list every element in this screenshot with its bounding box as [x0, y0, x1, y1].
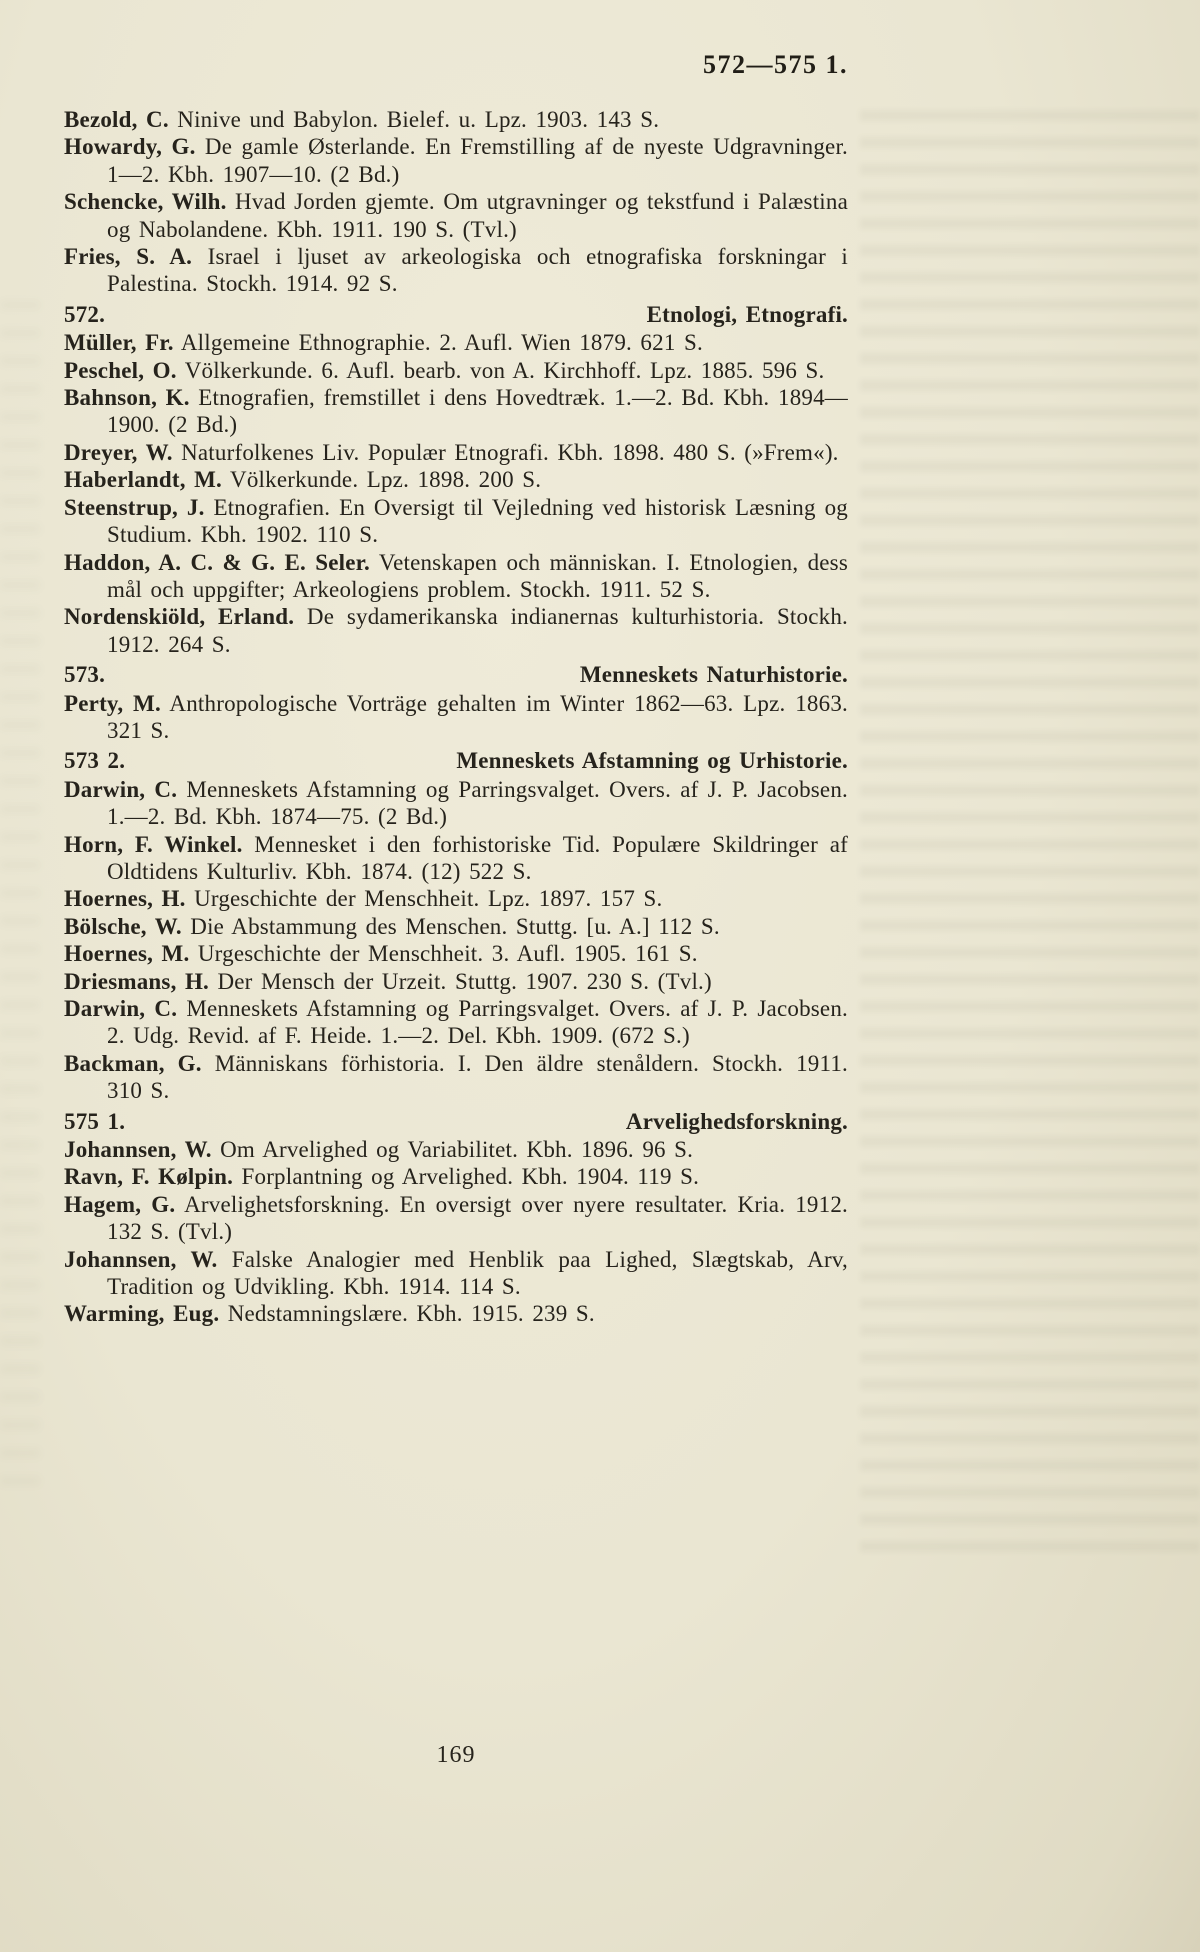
entry-author: Backman, G. [64, 1050, 202, 1076]
section-title: Menneskets Afstamning og Urhistorie. [456, 748, 848, 774]
bibliography-entry [64, 466, 848, 493]
entry-author: Bezold, C. [64, 107, 169, 132]
entry-text: Nedstamningslære. Kbh. 1915. 239 S. [227, 1301, 595, 1327]
bibliography-entry [64, 913, 848, 940]
entry-text: De sydamerikanska indianernas kulturhistoria. Stockh. 1912. 264 S. [107, 604, 848, 657]
entry-author: Darwin, C. [64, 776, 178, 802]
entry-author: Howardy, G. [64, 134, 196, 160]
section-number: 572. [64, 301, 106, 327]
section-number: 575 1. [64, 1108, 126, 1134]
entry-text: Allgemeine Ethnographie. 2. Aufl. Wien 1879. 621 S. [180, 330, 703, 356]
entry-author: Nordenskiöld, Erland. [64, 604, 295, 630]
entry-author: Horn, F. Winkel. [64, 831, 243, 857]
entry-author: Schencke, Wilh. [64, 189, 227, 215]
bibliography-entry [64, 439, 848, 466]
entry-text: Arvelighetsforskning. En oversigt over nyere resultater. Kria. 1912. 132 S. (Tvl.) [107, 1191, 848, 1245]
entry-text: Israel i ljuset av arkeologiska och etnografiska forskningar i Palestina. Stockh. 1914. 92 S. [107, 244, 849, 297]
page-number: 169 [436, 1742, 476, 1768]
bibliography-entry [64, 831, 848, 886]
bibliography-entry [64, 690, 848, 745]
entry-text: Völkerkunde. Lpz. 1898. 200 S. [230, 467, 542, 493]
page-bleedthrough-left [0, 300, 40, 1500]
entry-text: Urgeschichte der Menschheit. Lpz. 1897. 157 S. [194, 886, 663, 912]
entry-text: Människans förhistoria. I. Den äldre stenåldern. Stockh. 1911. 310 S. [107, 1050, 848, 1104]
bibliography-entry [64, 1050, 848, 1105]
bibliography-entry [64, 940, 848, 967]
bibliography-entry [64, 995, 848, 1050]
bibliography-entry [64, 384, 848, 439]
section-heading [64, 301, 848, 328]
entry-author: Driesmans, H. [64, 968, 210, 994]
bibliography-entry [64, 885, 848, 912]
bibliography-entry [64, 549, 848, 604]
entry-author: Warming, Eug. [64, 1301, 220, 1327]
entry-text: Menneskets Afstamning og Parringsvalget. Overs. af J. P. Jacobsen. 1.—2. Bd. Kbh. 1874—75. (2 Bd.) [107, 776, 848, 830]
section-heading [64, 747, 848, 774]
bibliography-entry [64, 133, 848, 188]
entry-text: Om Arvelighed og Variabilitet. Kbh. 1896. 96 S. [220, 1137, 694, 1163]
entry-author: Johannsen, W. [64, 1246, 218, 1272]
entry-author: Haberlandt, M. [64, 467, 222, 493]
entry-author: Steenstrup, J. [64, 494, 205, 520]
bibliography-entry [64, 329, 848, 356]
page-bleedthrough-right [860, 110, 1200, 1560]
entry-author: Bahnson, K. [64, 385, 190, 411]
section-title: Arvelighedsforskning. [625, 1108, 848, 1134]
catalog-page [64, 50, 848, 1328]
entry-text: Etnografien. En Oversigt til Vejledning ved historisk Læsning og Studium. Kbh. 1902. 110 S. [107, 494, 848, 548]
bibliography-entry [64, 776, 848, 831]
entry-text: Mennesket i den forhistoriske Tid. Populære Skildringer af Oldtidens Kulturliv. Kbh. 1874. (12) 522 S. [107, 831, 848, 884]
entry-author: Hoernes, H. [64, 886, 186, 912]
bibliography-entry [64, 243, 848, 298]
entry-author: Hoernes, M. [64, 941, 190, 967]
entry-text: Etnografien, fremstillet i dens Hovedtræk. 1.—2. Bd. Kbh. 1894—1900. (2 Bd.) [107, 385, 848, 438]
entry-author: Dreyer, W. [64, 439, 173, 465]
entry-author: Müller, Fr. [64, 330, 174, 356]
entry-author: Hagem, G. [64, 1191, 176, 1217]
entry-text: Ninive und Babylon. Bielef. u. Lpz. 1903. 143 S. [177, 107, 660, 132]
entry-text: Falske Analogier med Henblik paa Lighed, Slægtskab, Arv, Tradition og Udvikling. Kbh. 1914. 114 S. [107, 1246, 848, 1300]
section-heading [64, 661, 848, 688]
bibliography-entry [64, 968, 848, 995]
entry-author: Johannsen, W. [64, 1137, 212, 1163]
entry-text: Hvad Jorden gjemte. Om utgravninger og tekstfund i Palæstina og Nabolandene. Kbh. 1911. 190 S. (Tvl.) [107, 189, 848, 242]
entry-text: Der Mensch der Urzeit. Stuttg. 1907. 230 S. (Tvl.) [217, 968, 712, 994]
bibliography-entry [64, 188, 848, 243]
entry-text: Urgeschichte der Menschheit. 3. Aufl. 1905. 161 S. [197, 941, 698, 967]
section-title: Menneskets Naturhistorie. [579, 662, 848, 688]
bibliography-entry [64, 1191, 848, 1246]
bibliography-entry [64, 357, 848, 384]
entry-text: Forplantning og Arvelighed. Kbh. 1904. 119 S. [241, 1164, 700, 1190]
entry-text: Die Abstammung des Menschen. Stuttg. [u. A.] 112 S. [190, 913, 720, 939]
bibliography-entry [64, 1136, 848, 1163]
bibliography-entry [64, 1246, 848, 1301]
entry-author: Ravn, F. Kølpin. [64, 1164, 234, 1190]
bibliography-entry [64, 1163, 848, 1190]
entry-author: Bölsche, W. [64, 913, 182, 939]
bibliography-entry [64, 494, 848, 549]
entry-text: De gamle Østerlande. En Fremstilling af de nyeste Udgravninger. 1—2. Kbh. 1907—10. (2 Bd.) [107, 134, 849, 187]
section-number: 573 2. [64, 748, 126, 774]
section-number: 573. [64, 662, 106, 688]
entry-list [64, 106, 848, 1328]
entry-author: Perty, M. [64, 690, 161, 716]
entry-author: Peschel, O. [64, 357, 177, 383]
entry-text: Anthropologische Vorträge gehalten im Winter 1862—63. Lpz. 1863. 321 S. [107, 690, 848, 743]
entry-text: Naturfolkenes Liv. Populær Etnografi. Kbh. 1898. 480 S. (»Frem«). [181, 439, 839, 465]
section-heading [64, 1108, 848, 1135]
classification-range-header: 572—575 1. [703, 50, 848, 79]
entry-text: Vetenskapen och människan. I. Etnologien, dess mål och uppgifter; Arkeologiens problem. Stockh. 1911. 52 S. [107, 549, 848, 602]
entry-author: Fries, S. A. [64, 244, 193, 270]
entry-text: Menneskets Afstamning og Parringsvalget. Overs. af J. P. Jacobsen. 2. Udg. Revid. af F. Heide. 1.—2. Del. Kbh. 1909. (672 S.) [107, 996, 848, 1049]
bibliography-entry [64, 603, 848, 658]
entry-text: Völkerkunde. 6. Aufl. bearb. von A. Kirchhoff. Lpz. 1885. 596 S. [184, 357, 825, 383]
entry-author: Darwin, C. [64, 996, 178, 1021]
entry-author: Haddon, A. C. & G. E. Seler. [64, 549, 370, 575]
bibliography-entry [64, 1300, 848, 1327]
bibliography-entry [64, 106, 848, 133]
section-title: Etnologi, Etnografi. [646, 301, 848, 327]
